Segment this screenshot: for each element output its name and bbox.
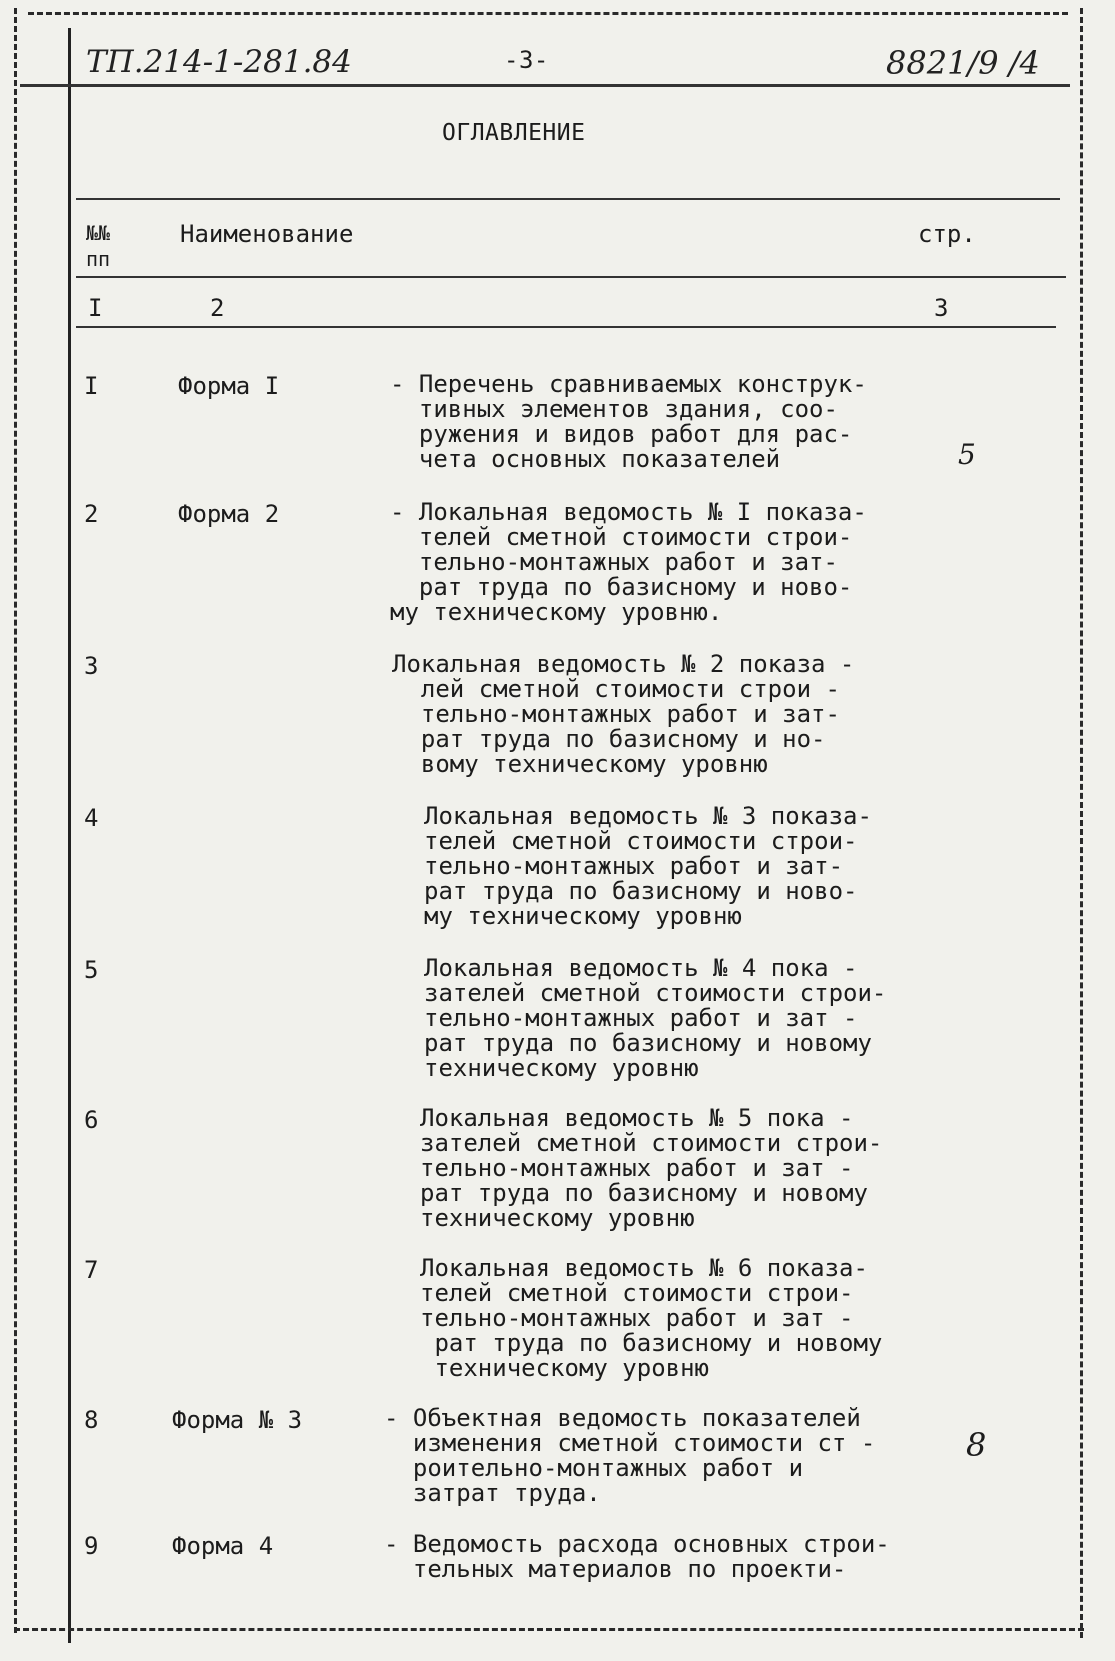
entry-page: 5	[958, 438, 976, 471]
entry-form: Форма I	[178, 372, 280, 400]
doc-code: ТП.214-1-281.84	[86, 44, 352, 80]
col-index-num: I	[88, 294, 103, 322]
page-marker: -3-	[504, 46, 549, 74]
entry-number: 5	[84, 956, 99, 984]
col-num-label-1: №№	[86, 221, 111, 245]
entry-description: - Перечень сравниваемых конструк- тивных элементов здания, соо- ружения и видов работ для рас- чета основных показателей	[390, 370, 867, 473]
entry-number: 2	[84, 500, 99, 528]
col-page-label: стр.	[918, 220, 976, 248]
entry-number: 4	[84, 804, 99, 832]
entry-description: Локальная ведомость № 2 показа - лей сметной стоимости строи - тельно-монтажных работ и зат- рат труда по базисному и но- вому техническому уровню	[392, 650, 855, 778]
col-index-page: 3	[934, 294, 949, 322]
entry-number: 3	[84, 652, 99, 680]
left-margin-line	[68, 28, 71, 1643]
header-rule	[76, 276, 1066, 278]
entry-page: 8	[966, 1426, 987, 1464]
index-rule	[76, 326, 1056, 328]
bottom-dashed-border	[14, 1628, 1084, 1631]
entry-description: - Локальная ведомость № I показа- телей сметной стоимости строи- тельно-монтажных работ и зат- рат труда по базисному и ново- му техническому уровню.	[390, 498, 867, 626]
entry-description: - Ведомость расхода основных строи- тельных материалов по проекти-	[384, 1530, 890, 1583]
entry-form: Форма 2	[178, 500, 280, 528]
entry-form: Форма № 3	[172, 1406, 303, 1434]
right-dashed-border	[1080, 8, 1083, 1638]
col-num-label-2: пп	[86, 247, 111, 271]
entry-number: 8	[84, 1406, 99, 1434]
left-dashed-border	[14, 8, 17, 1633]
entry-description: Локальная ведомость № 6 показа- телей сметной стоимости строи- тельно-монтажных работ и зат - рат труда по базисному и новому техническому уровню	[420, 1254, 883, 1382]
header-underline	[20, 84, 1070, 87]
col-name-label: Наименование	[180, 220, 354, 248]
entry-description: Локальная ведомость № 3 показа- телей сметной стоимости строи- тельно-монтажных работ и зат- рат труда по базисному и ново- му техническому уровню	[424, 802, 872, 930]
inventory-number: 8821/9 /4	[886, 44, 1040, 82]
entry-form: Форма 4	[172, 1532, 274, 1560]
entry-number: 9	[84, 1532, 99, 1560]
col-index-name: 2	[210, 294, 225, 322]
entry-number: 7	[84, 1256, 99, 1284]
page-title: ОГЛАВЛЕНИЕ	[442, 120, 586, 146]
table-top-rule	[76, 198, 1060, 200]
entry-description: Локальная ведомость № 5 пока - зателей сметной стоимости строи- тельно-монтажных работ и зат - рат труда по базисному и новому техническому уровню	[420, 1104, 883, 1232]
top-dashed-border	[28, 12, 1068, 15]
entry-number: 6	[84, 1106, 99, 1134]
entry-description: - Объектная ведомость показателей изменения сметной стоимости ст - роительно-монтажных работ и затрат труда.	[384, 1404, 876, 1507]
entry-description: Локальная ведомость № 4 пока - зателей сметной стоимости строи- тельно-монтажных работ и зат - рат труда по базисному и новому техническому уровню	[424, 954, 887, 1082]
entry-number: I	[84, 372, 99, 400]
